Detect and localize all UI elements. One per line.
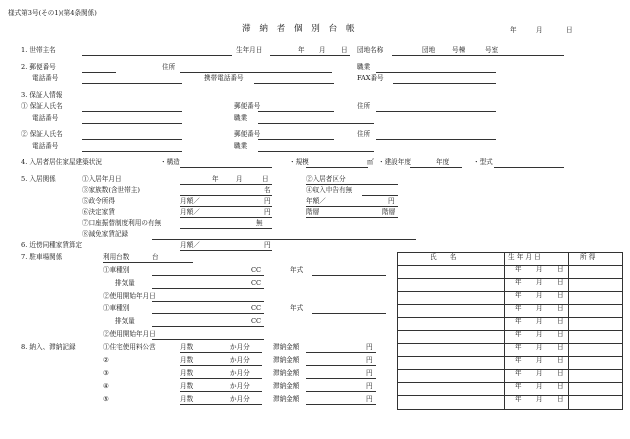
s3-label: 3. 保証人情報: [21, 91, 63, 99]
arrears-row-label: ①住宅使用料公営: [103, 343, 156, 351]
form-number: 様式第3号(その1)(第4条関係): [8, 9, 97, 17]
decided-rent-label: ⑥決定家賃: [82, 208, 115, 216]
income-monthly-yen: 円: [264, 197, 271, 205]
arrears-amount-label: 滞納金額: [273, 356, 300, 364]
arrears-row-label: ③: [103, 369, 109, 377]
car2-start-label: ②使用開始年月日: [103, 330, 156, 338]
income-report-field[interactable]: [362, 195, 398, 196]
car1-type-label: ①車種別: [103, 266, 130, 274]
car1-start-label: ②使用開始年月日: [103, 292, 156, 300]
rent-reduction-field[interactable]: [152, 239, 416, 240]
arrears-amount-field[interactable]: [306, 391, 376, 392]
guarantor2-phone-field[interactable]: [82, 151, 182, 152]
table-row[interactable]: [398, 381, 503, 393]
s1-day: 日: [341, 46, 348, 54]
s2-label: 2. 郵便番号: [21, 63, 56, 71]
s5-label: 5. 入居関係: [21, 175, 56, 183]
table-row-day: 日: [557, 356, 564, 364]
arrears-amount-field[interactable]: [306, 404, 376, 405]
table-row[interactable]: [398, 277, 503, 289]
arrears-yen: 円: [366, 343, 373, 351]
arrears-amount-field[interactable]: [306, 378, 376, 379]
built-year-label: ・建設年度: [378, 158, 411, 166]
guarantor1-phone-field[interactable]: [82, 123, 182, 124]
resident-category-label: ②入居者区分: [306, 175, 346, 183]
car1-model-year-field[interactable]: [312, 275, 386, 276]
complex-name-field[interactable]: [392, 55, 564, 56]
table-row-day: 日: [557, 278, 564, 286]
guarantor1-job-field[interactable]: [258, 123, 374, 124]
rent-monthly-field[interactable]: [180, 217, 272, 218]
car2-displacement-label: 排気量: [115, 317, 135, 325]
table-row-month: 月: [536, 278, 543, 286]
guarantor2-job-field[interactable]: [258, 151, 374, 152]
neighbor-rent-monthly-label: 月額／: [180, 241, 200, 249]
move-in-date-label: ①入居年月日: [82, 175, 122, 183]
table-row[interactable]: [398, 355, 503, 367]
danchi-label: 団地: [422, 46, 436, 54]
table-row-month: 月: [536, 369, 543, 377]
postal-code-field[interactable]: [82, 72, 116, 73]
s1-month: 月: [319, 46, 326, 54]
birthdate-label: 生年月日: [236, 46, 263, 54]
neighbor-rent-field[interactable]: [180, 250, 272, 251]
guarantor2-address-label: 住所: [357, 130, 371, 138]
table-row[interactable]: [398, 303, 503, 315]
table-row-year: 年: [515, 330, 522, 338]
neighbor-rent-yen: 円: [264, 241, 271, 249]
guarantor2-name-field[interactable]: [82, 139, 182, 140]
table-row-month: 月: [536, 265, 543, 273]
s2-address-label: 住所: [162, 63, 176, 71]
table-col-income: 所 得: [580, 253, 596, 261]
rent-bracket-label: 階層: [306, 208, 320, 216]
guarantor1-phone-label: 電話番号: [32, 114, 59, 122]
s8-label: 8. 納入、滞納記録: [21, 343, 76, 351]
table-col-name: 氏 名: [430, 253, 457, 261]
header-year: 年: [510, 26, 517, 34]
table-row-year: 年: [515, 265, 522, 273]
car1-cc: CC: [251, 266, 262, 274]
arrears-yen: 円: [366, 369, 373, 377]
arrears-row-label: ⑤: [103, 395, 109, 403]
resident-category-field[interactable]: [306, 184, 398, 185]
car2-cc: CC: [251, 304, 262, 312]
table-row-year: 年: [515, 395, 522, 403]
guarantor2-postal-field[interactable]: [258, 139, 334, 140]
table-col-birthdate: 生 年 月 日: [508, 253, 541, 261]
guarantor2-job-label: 職業: [234, 142, 248, 150]
mobile-field[interactable]: [254, 83, 334, 84]
car1-displacement-label: 排気量: [115, 279, 135, 287]
type-field[interactable]: [494, 167, 564, 168]
car1-model-year-label: 年式: [290, 266, 304, 274]
table-row-year: 年: [515, 369, 522, 377]
ordinance-income-label: ⑤政令所得: [82, 197, 115, 205]
table-row-year: 年: [515, 356, 522, 364]
table-row-year: 年: [515, 343, 522, 351]
arrears-amount-label: 滞納金額: [273, 382, 300, 390]
car2-displacement-cc: CC: [251, 317, 262, 325]
months-field[interactable]: [180, 365, 262, 366]
table-row[interactable]: [398, 329, 503, 341]
table-row[interactable]: [398, 368, 503, 380]
table-row-day: 日: [557, 265, 564, 273]
s2-phone-label: 電話番号: [32, 74, 59, 82]
table-row[interactable]: [398, 316, 503, 328]
arrears-yen: 円: [366, 395, 373, 403]
months-field[interactable]: [180, 391, 262, 392]
s5-year: 年: [212, 175, 219, 183]
guarantor1-name-label: ① 保証人氏名: [21, 102, 63, 110]
nendo-label: 年度: [436, 158, 450, 166]
rent-reduction-label: ⑧減免家賃記録: [82, 230, 129, 238]
sqm-unit: ㎡: [367, 158, 374, 166]
table-row[interactable]: [398, 290, 503, 302]
type-label: ・型式: [473, 158, 493, 166]
table-row-month: 月: [536, 395, 543, 403]
rent-monthly-label: 月額／: [180, 208, 200, 216]
building-number-label: 号棟: [452, 46, 466, 54]
table-row-year: 年: [515, 317, 522, 325]
income-monthly-label: 月額／: [180, 197, 200, 205]
move-in-date-field[interactable]: [180, 184, 272, 185]
table-row-day: 日: [557, 369, 564, 377]
car2-model-year-field[interactable]: [312, 313, 386, 314]
arrears-amount-label: 滞納金額: [273, 369, 300, 377]
table-row-day: 日: [557, 304, 564, 312]
guarantor2-address-field[interactable]: [376, 139, 496, 140]
table-row-day: 日: [557, 395, 564, 403]
arrears-amount-label: 滞納金額: [273, 395, 300, 403]
guarantor2-phone-label: 電話番号: [32, 142, 59, 150]
months-unit: か月分: [230, 356, 250, 364]
car1-start-field[interactable]: [152, 301, 264, 302]
guarantor1-address-field[interactable]: [376, 111, 496, 112]
family-count-field[interactable]: [180, 195, 272, 196]
complex-name-label: 団地名称: [357, 46, 384, 54]
fax-field[interactable]: [393, 83, 496, 84]
table-row-year: 年: [515, 304, 522, 312]
months-label: 月数: [180, 382, 194, 390]
table-row-day: 日: [557, 382, 564, 390]
auto-debit-label: ⑦口座振替制度利用の有無: [82, 219, 162, 227]
months-unit: か月分: [230, 369, 250, 377]
householder-birthdate-field[interactable]: [270, 55, 350, 56]
arrears-amount-field[interactable]: [306, 365, 376, 366]
table-row[interactable]: [398, 394, 503, 406]
householder-name-field[interactable]: [82, 55, 232, 56]
income-report-label: ④収入申告有無: [306, 186, 353, 194]
guarantor2-postal-label: 郵便番号: [234, 130, 261, 138]
structure-label: ・構造: [160, 158, 180, 166]
fax-label: FAX番号: [357, 74, 384, 82]
header-month: 月: [536, 26, 543, 34]
mobile-label: 携帯電話番号: [204, 74, 244, 82]
s1-year: 年: [298, 46, 305, 54]
months-field[interactable]: [180, 404, 262, 405]
table-row-month: 月: [536, 317, 543, 325]
auto-debit-field[interactable]: [180, 228, 272, 229]
months-label: 月数: [180, 356, 194, 364]
guarantor1-postal-label: 郵便番号: [234, 102, 261, 110]
car2-start-field[interactable]: [152, 339, 264, 340]
table-row[interactable]: [398, 264, 503, 276]
parking-count-label: 利用台数: [103, 253, 130, 261]
s7-label: 7. 駐車場関係: [21, 253, 63, 261]
room-number-label: 号室: [485, 46, 499, 54]
car2-type-label: ①車種別: [103, 304, 130, 312]
table-row-year: 年: [515, 278, 522, 286]
scale-label: ・規模: [289, 158, 309, 166]
car2-type-field[interactable]: [152, 313, 264, 314]
car2-model-year-label: 年式: [290, 304, 304, 312]
header-day: 日: [566, 26, 573, 34]
table-row-day: 日: [557, 317, 564, 325]
parking-count-field[interactable]: [103, 262, 193, 263]
auto-debit-value: 無: [256, 219, 263, 227]
income-monthly-field[interactable]: [180, 206, 272, 207]
arrears-row-label: ④: [103, 382, 109, 390]
arrears-row-label: ②: [103, 356, 109, 364]
phone-field[interactable]: [82, 83, 182, 84]
s1-label: 1. 世帯主名: [21, 46, 56, 54]
table-row-month: 月: [536, 356, 543, 364]
arrears-yen: 円: [366, 356, 373, 364]
family-count-label: ③家族数(含世帯主): [82, 186, 140, 194]
table-row-month: 月: [536, 330, 543, 338]
table-row-day: 日: [557, 291, 564, 299]
s4-label: 4. 入居者居住家屋建築状況: [21, 158, 102, 166]
table-row-month: 月: [536, 343, 543, 351]
table-row-year: 年: [515, 291, 522, 299]
table-row[interactable]: [398, 342, 503, 354]
income-yearly-yen: 円: [388, 197, 395, 205]
guarantor1-address-label: 住所: [357, 102, 371, 110]
car1-displacement-field[interactable]: [152, 288, 264, 289]
page-title: 滞 納 者 個 別 台 帳: [242, 24, 358, 34]
s5-day: 日: [262, 175, 269, 183]
car1-type-field[interactable]: [152, 275, 264, 276]
table-row-year: 年: [515, 382, 522, 390]
s2-job-label: 職業: [357, 63, 371, 71]
guarantor2-name-label: ② 保証人氏名: [21, 130, 63, 138]
family-count-unit: 名: [264, 186, 271, 194]
car2-displacement-field[interactable]: [152, 326, 264, 327]
guarantor1-job-label: 職業: [234, 114, 248, 122]
income-yearly-label: 年額／: [306, 197, 326, 205]
guarantor1-postal-field[interactable]: [258, 111, 334, 112]
guarantor1-name-field[interactable]: [82, 111, 182, 112]
scale-field[interactable]: [306, 167, 368, 168]
months-field[interactable]: [180, 378, 262, 379]
months-field[interactable]: [180, 352, 262, 353]
job-field[interactable]: [376, 72, 496, 73]
table-row-day: 日: [557, 330, 564, 338]
months-unit: か月分: [230, 343, 250, 351]
arrears-amount-label: 滞納金額: [273, 343, 300, 351]
structure-field[interactable]: [180, 167, 272, 168]
rent-bracket-field[interactable]: [306, 217, 398, 218]
s6-label: 6. 近傍同種家賃算定: [21, 241, 83, 249]
months-unit: か月分: [230, 395, 250, 403]
months-unit: か月分: [230, 382, 250, 390]
table-row-month: 月: [536, 304, 543, 312]
table-row-day: 日: [557, 343, 564, 351]
months-label: 月数: [180, 343, 194, 351]
rent-monthly-yen: 円: [264, 208, 271, 216]
parking-count-unit: 台: [152, 253, 159, 261]
months-label: 月数: [180, 369, 194, 377]
table-row-month: 月: [536, 382, 543, 390]
arrears-yen: 円: [366, 382, 373, 390]
rent-bracket-unit: 階層: [382, 208, 396, 216]
built-year-field[interactable]: [410, 167, 462, 168]
arrears-amount-field[interactable]: [306, 352, 376, 353]
s5-month: 月: [236, 175, 243, 183]
table-row-month: 月: [536, 291, 543, 299]
address-field[interactable]: [180, 72, 332, 73]
car1-displacement-cc: CC: [251, 279, 262, 287]
income-yearly-field[interactable]: [306, 206, 398, 207]
months-label: 月数: [180, 395, 194, 403]
